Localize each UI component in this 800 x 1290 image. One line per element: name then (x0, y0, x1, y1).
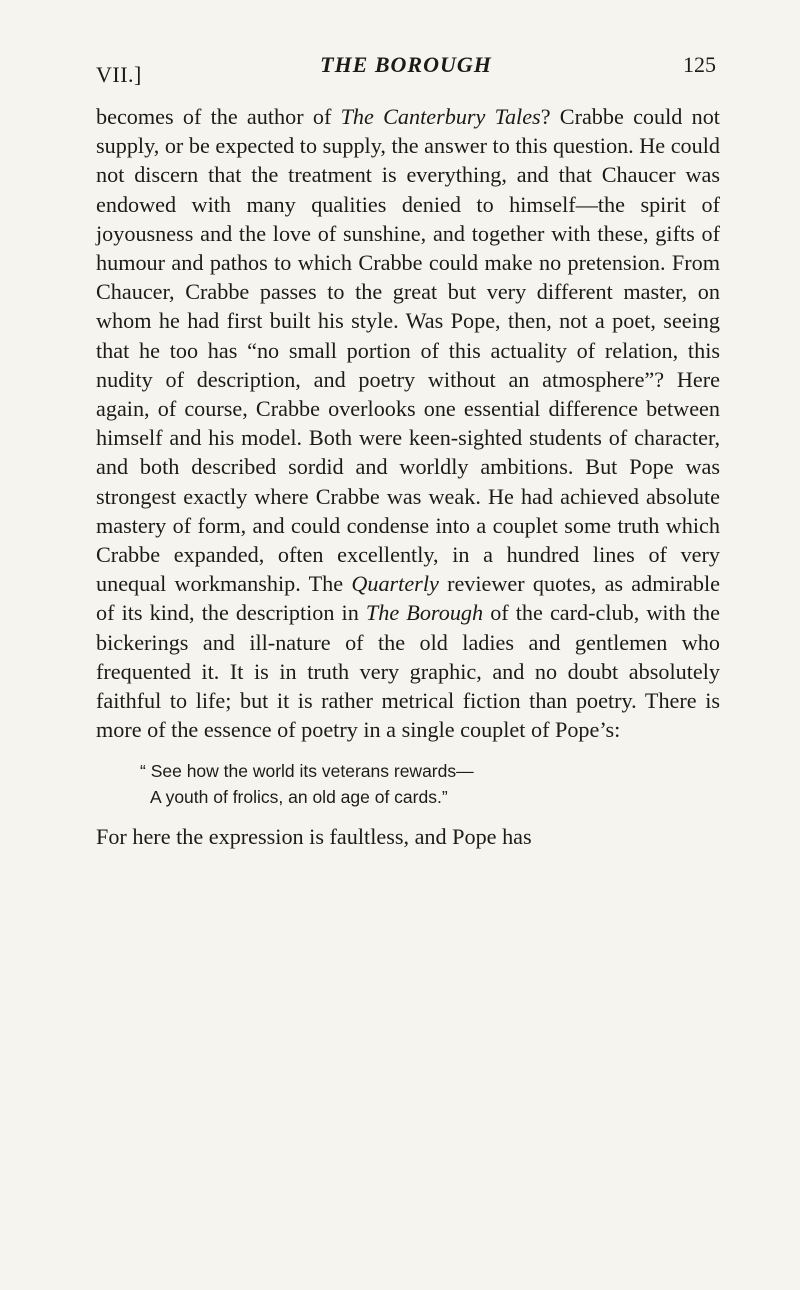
paragraph-text-3: reviewer quotes, as admirable of its kind, the description in (96, 571, 720, 626)
paragraph-text-2: ? Crabbe could not supply, or be expected to supply, the answer to this question. He could not discern that the treatment is everything, and that Chaucer was endowed with many qualities denied to himself—the spirit of joyousness and the love of sunshine, and together with these, gifts of humour and pathos to which Crabbe could make no pretension. From Chaucer, Crabbe passes to the great but very different master, on whom he had first built his style. Was Pope, then, not a poet, seeing that he too has “no small portion of this actuality of relation, this nudity of description, and poetry without an atmosphere”? Here again, of course, Crabbe overlooks one essential difference between himself and his model. Both were keen-sighted students of character, and both described sordid and worldly ambitions. But Pope was strongest exactly where Crabbe was weak. He had achieved absolute mastery of form, and could condense into a couplet some truth which Crabbe expanded, often excellently, in a hundred lines of very unequal workmanship. The (96, 104, 720, 597)
closing-line: For here the expression is faultless, and Pope has (96, 824, 532, 850)
verse-line-1: “ See how the world its veterans rewards— (140, 761, 474, 782)
page-header (96, 52, 716, 92)
title-canterbury-tales: The Canterbury Tales (340, 104, 541, 129)
paragraph-text-1: becomes of the author of (96, 104, 341, 129)
body-text (96, 102, 720, 852)
running-title: THE BOROUGH (320, 52, 492, 77)
chapter-number: VII.] (96, 62, 142, 87)
paragraph-text-4: of the card-club, with the bickerings and ill-nature of the old ladies and gentlemen who frequented it. It is in truth very graphic, and no doubt absolutely faithful to life; but it is rather metrical fiction than poetry. There is more of the essence of poetry in a single couplet of Pope’s: (96, 600, 720, 743)
page-number: 125 (683, 52, 716, 77)
verse-line-2: A youth of frolics, an old age of cards.” (150, 787, 448, 808)
title-quarterly: Quarterly (351, 571, 439, 597)
title-the-borough: The Borough (365, 600, 484, 626)
main-paragraph (96, 102, 720, 744)
verse-quotation (96, 758, 720, 810)
